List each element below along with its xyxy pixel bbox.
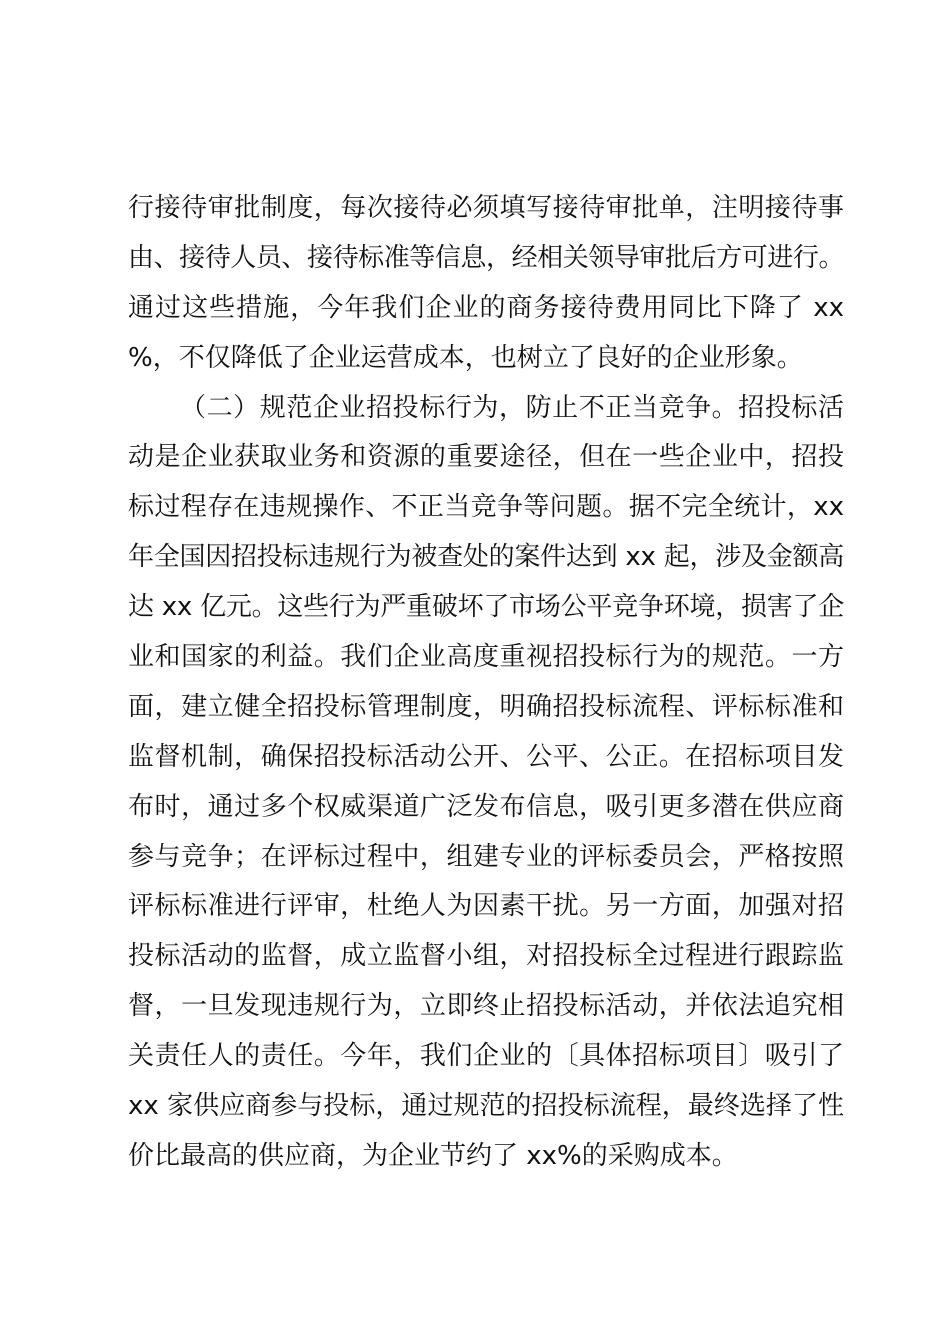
text-line: 达 xx 亿元。这些行为严重破坏了市场公平竞争环境，损害了企 <box>128 592 844 623</box>
text-line: 投标活动的监督，成立监督小组，对招投标全过程进行跟踪监 <box>128 941 844 972</box>
text-line: 布时，通过多个权威渠道广泛发布信息，吸引更多潜在供应商 <box>128 791 844 822</box>
text-line: 年全国因招投标违规行为被查处的案件达到 xx 起，涉及金额高 <box>128 542 844 573</box>
section-heading-text: （二）规范企业招投标行为，防止不正当竞争。招投标活 <box>180 392 844 423</box>
text-line: 标过程存在违规操作、不正当竞争等问题。据不完全统计，xx <box>128 492 844 523</box>
text-line: 动是企业获取业务和资源的重要途径，但在一些企业中，招投 <box>128 442 844 473</box>
text-line: 行接待审批制度，每次接待必须填写接待审批单，注明接待事 <box>128 193 844 223</box>
text-line: 业和国家的利益。我们企业高度重视招投标行为的规范。一方 <box>128 642 844 673</box>
text-line: xx 家供应商参与投标，通过规范的招投标流程，最终选择了性 <box>128 1091 844 1122</box>
text-line: 关责任人的责任。今年，我们企业的〔具体招标项目〕吸引了 <box>128 1041 844 1072</box>
text-line: 监督机制，确保招投标活动公开、公平、公正。在招标项目发 <box>128 741 844 772</box>
text-line: 面，建立健全招投标管理制度，明确招投标流程、评标标准和 <box>128 691 844 722</box>
section-heading-line <box>128 384 844 434</box>
text-line: 通过这些措施，今年我们企业的商务接待费用同比下降了 xx <box>128 292 844 323</box>
text-line: 评标标准进行评审，杜绝人为因素干扰。另一方面，加强对招 <box>128 891 844 922</box>
text-line: 由、接待人员、接待标准等信息，经相关领导审批后方可进行。 <box>128 242 844 273</box>
paragraph-end-line: 价比最高的供应商，为企业节约了 xx%的采购成本。 <box>128 1140 738 1171</box>
paragraph-end-line: %，不仅降低了企业运营成本，也树立了良好的企业形象。 <box>128 342 803 373</box>
text-line: 督，一旦发现违规行为，立即终止招投标活动，并依法追究相 <box>128 991 844 1022</box>
text-line: 参与竞争；在评标过程中，组建专业的评标委员会，严格按照 <box>128 841 844 872</box>
body-text <box>128 184 844 1182</box>
